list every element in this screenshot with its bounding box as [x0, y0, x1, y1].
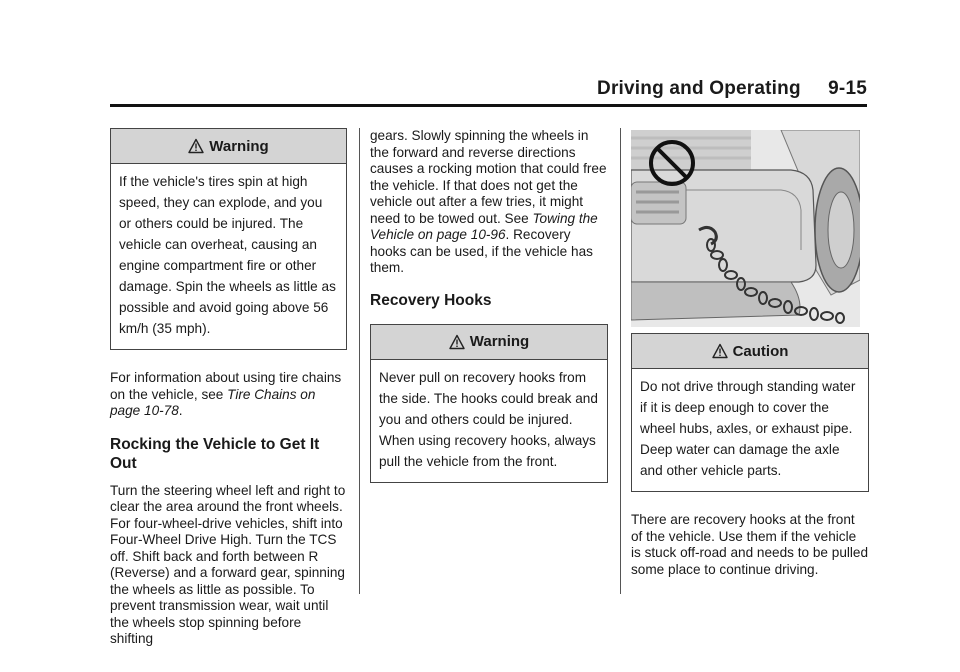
- prohibited-icon: [647, 138, 697, 188]
- warning-box-recovery-hooks: [370, 324, 608, 483]
- caution-heading: Caution: [732, 342, 789, 360]
- rocking-continued-text: gears. Slowly spinning the wheels in the forward and reverse directions causes a rocking motion that could free the vehicle. If that does not get the vehicle out after a few tries, it might need to be towed out. See: [370, 128, 607, 226]
- column-divider: [620, 128, 621, 594]
- column-3: [631, 128, 869, 578]
- rocking-continued-paragraph: [370, 128, 608, 277]
- column-1: [110, 128, 347, 648]
- warning-box-tire-spin: [110, 128, 347, 350]
- warning-heading: Warning: [469, 333, 530, 350]
- recovery-hooks-paragraph: There are recovery hooks at the front of the vehicle. Use them if the vehicle is stuck off-road and needs to be pulled some place to continue driving.: [631, 512, 869, 577]
- page-header-title: Driving and Operating 9-15: [597, 78, 867, 99]
- warning-text: Never pull on recovery hooks from the side. The hooks could break and you and others could be injured. When using recovery hooks, always pull the vehicle from the front.: [379, 369, 598, 469]
- tire-chains-paragraph: [110, 370, 347, 420]
- caution-box-standing-water: [631, 333, 869, 492]
- warning-heading: Warning: [209, 137, 269, 155]
- page-header: [110, 78, 867, 107]
- caution-text: Do not drive through standing water if it is deep enough to cover the wheel hubs, axles, or exhaust pipe. Deep water can damage the axle and other vehicle parts.: [640, 379, 856, 478]
- recovery-hooks-heading: Recovery Hooks: [370, 291, 492, 309]
- warning-icon: [188, 138, 204, 154]
- rocking-paragraph: Turn the steering wheel left and right to clear the area around the front wheels. For four-wheel-drive vehicles, shift into Four-Wheel Drive High. Turn the TCS off. Shift back and forth between R (Reverse) and a forward gear, spinning the wheels as little as possible. To prevent transmission wear, wait until the wheels stop spinning before shifting: [110, 482, 346, 646]
- warning-header: [111, 129, 346, 164]
- towing-link[interactable]: Towing the Vehicle on page 10-96: [370, 210, 598, 242]
- caution-header: [632, 334, 868, 369]
- warning-text: If the vehicle's tires spin at high speed, they can explode, and you or others could be injured. The vehicle can overheat, causing an engine compartment fire or other damage. Spin the wheels as little as possible and avoid going above 56 km/h (35 mph).: [119, 174, 336, 336]
- recovery-hook-illustration: [631, 130, 860, 327]
- column-divider: [359, 128, 360, 594]
- recovery-hooks-note: . Recovery hooks can be used, if the vehicle has them.: [370, 227, 593, 275]
- tire-chains-text: For information about using tire chains on the vehicle, see: [110, 370, 342, 402]
- warning-icon: [712, 343, 728, 359]
- tire-chains-end: .: [178, 403, 183, 418]
- rocking-heading: Rocking the Vehicle to Get It Out: [110, 435, 320, 472]
- warning-icon: [449, 334, 465, 350]
- column-2: [370, 128, 608, 483]
- tire-chains-link[interactable]: Tire Chains on page 10-78: [110, 386, 316, 418]
- warning-header: [371, 325, 607, 360]
